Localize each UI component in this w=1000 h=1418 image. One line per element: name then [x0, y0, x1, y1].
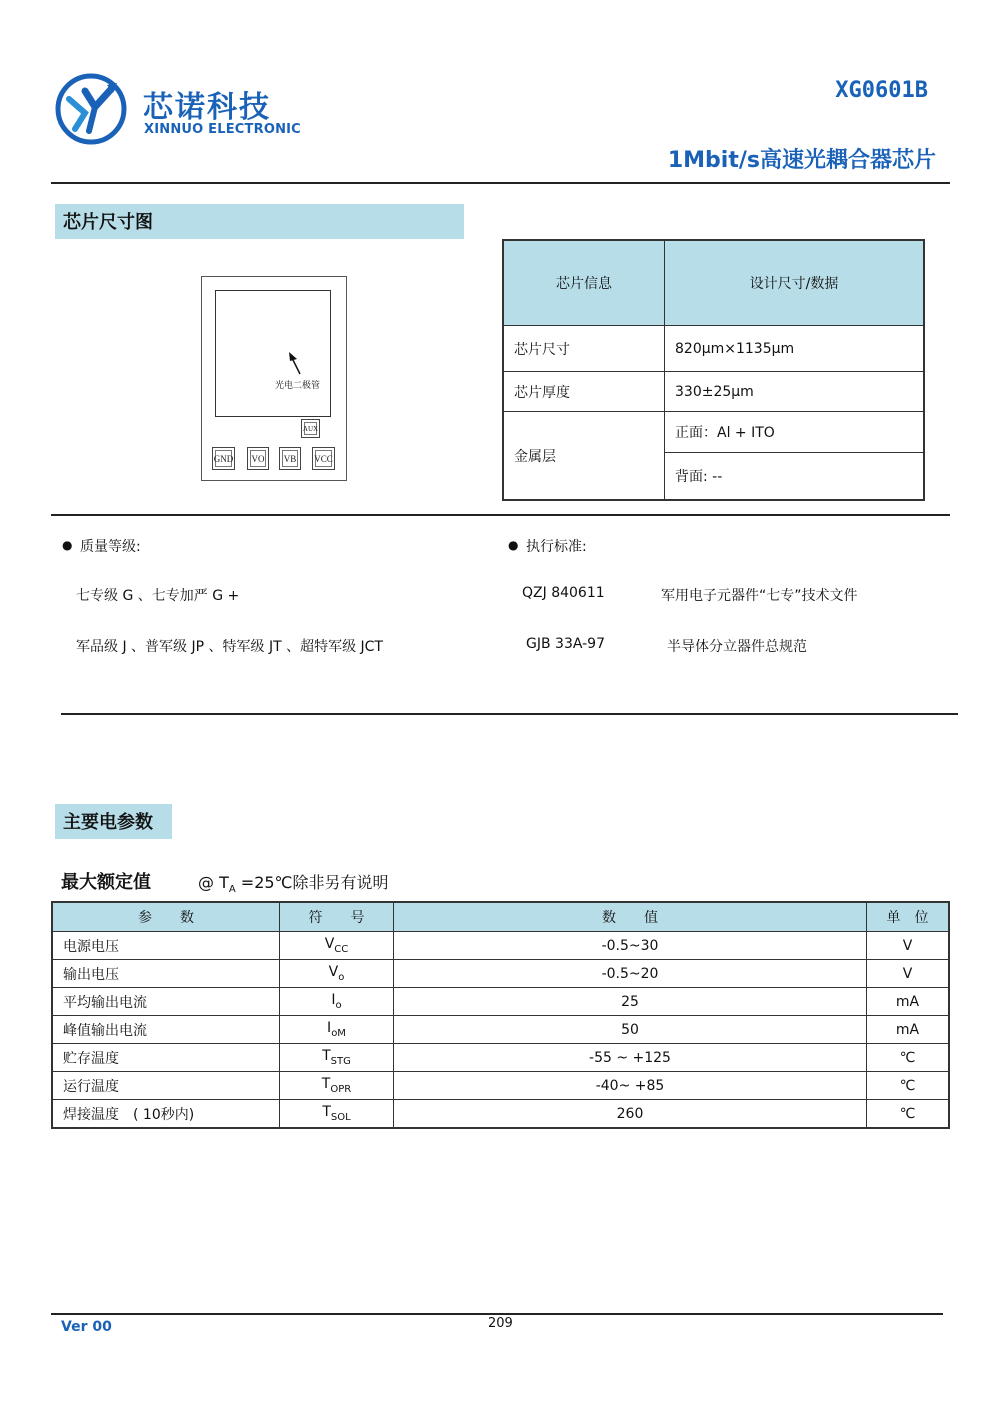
symbol-cell	[280, 932, 394, 960]
standard-code: GJB 33A-97	[526, 636, 605, 652]
table-row	[52, 932, 949, 960]
symbol-main: T	[322, 1048, 331, 1065]
table-header-cell: 参 数	[52, 902, 280, 932]
value-cell: -40~ +85	[394, 1072, 867, 1100]
table-cell: 芯片尺寸	[503, 326, 665, 372]
version-label: Ver 00	[61, 1319, 112, 1335]
table-row	[52, 1044, 949, 1072]
table-header-cell: 数 值	[394, 902, 867, 932]
param-cell: 贮存温度	[52, 1044, 280, 1072]
section-heading-params: 主要电参数	[55, 804, 172, 839]
symbol-main: T	[322, 1104, 331, 1121]
unit-cell: ℃	[867, 1044, 950, 1072]
section-divider	[51, 514, 950, 516]
param-cell: 焊接温度 ( 10秒内)	[52, 1100, 280, 1129]
table-row	[52, 1072, 949, 1100]
value-cell: -0.5~20	[394, 960, 867, 988]
symbol-sub: o	[338, 971, 345, 983]
table-header-row	[52, 902, 949, 932]
pad-aux	[301, 419, 320, 438]
condition-sub: A	[228, 884, 236, 896]
bullet-icon: ●	[508, 538, 519, 552]
symbol-cell	[280, 988, 394, 1016]
symbol-cell	[280, 1100, 394, 1129]
unit-cell: V	[867, 960, 950, 988]
table-row	[503, 372, 924, 412]
pad-vo	[247, 447, 269, 470]
table-cell: 背面: --	[665, 453, 925, 501]
symbol-sub: oM	[331, 1027, 346, 1039]
photodiode-label: 光电二极管	[275, 381, 321, 391]
symbol-main: T	[321, 1076, 331, 1093]
section-divider	[61, 713, 958, 715]
symbol-main: I	[331, 992, 336, 1009]
table-row	[52, 988, 949, 1016]
condition-prefix: @ T	[198, 873, 229, 892]
bullet-icon: ●	[62, 538, 73, 552]
table-header-row	[503, 240, 924, 326]
symbol-cell	[280, 1016, 394, 1044]
symbol-cell	[280, 960, 394, 988]
value-cell: -0.5~30	[394, 932, 867, 960]
document-subtitle: 1Mbit/s高速光耦合器芯片	[667, 148, 936, 173]
part-number: XG0601B	[835, 78, 928, 103]
pad-vb-label: VB	[282, 450, 298, 467]
arrow-icon	[286, 350, 306, 376]
table-row	[52, 1016, 949, 1044]
symbol-sub: o	[335, 999, 342, 1011]
photodiode-area	[215, 290, 331, 417]
standards-heading: 执行标准:	[526, 539, 587, 555]
symbol-sub: SOL	[330, 1111, 351, 1123]
value-cell: -55 ~ +125	[394, 1044, 867, 1072]
standard-desc: 半导体分立器件总规范	[667, 639, 807, 655]
max-ratings-heading: 最大额定值	[61, 872, 151, 893]
unit-cell: mA	[867, 988, 950, 1016]
symbol-cell	[280, 1044, 394, 1072]
symbol-main: I	[327, 1020, 332, 1037]
table-row	[52, 1100, 949, 1129]
pad-vb	[279, 447, 301, 470]
quality-line-1: 七专级 G 、七专加严 G +	[76, 588, 240, 604]
unit-cell: mA	[867, 1016, 950, 1044]
table-header-cell: 符 号	[280, 902, 394, 932]
table-header-cell: 芯片信息	[503, 240, 665, 326]
quality-line-2: 军品级 J 、普军级 JP 、特军级 JT 、超特军级 JCT	[76, 639, 383, 655]
table-row	[503, 326, 924, 372]
table-header-cell: 设计尺寸/数据	[665, 240, 925, 326]
param-cell: 运行温度	[52, 1072, 280, 1100]
condition-suffix: =25℃除非另有说明	[235, 873, 389, 892]
footer-divider	[51, 1313, 943, 1315]
symbol-sub: STG	[330, 1055, 351, 1067]
value-cell: 50	[394, 1016, 867, 1044]
quality-heading: 质量等级:	[80, 539, 141, 555]
unit-cell: V	[867, 932, 950, 960]
value-cell: 25	[394, 988, 867, 1016]
table-cell: 金属层	[503, 412, 665, 501]
pad-vcc-label: VCC	[315, 450, 332, 467]
table-cell: 330±25μm	[665, 372, 925, 412]
table-cell: 正面：Al + ITO	[665, 412, 925, 453]
page-number: 209	[488, 1316, 513, 1331]
pad-gnd	[212, 447, 235, 470]
unit-cell: ℃	[867, 1100, 950, 1129]
symbol-sub: OPR	[330, 1083, 352, 1095]
pad-gnd-label: GND	[215, 450, 232, 467]
table-header-cell: 单 位	[867, 902, 950, 932]
symbol-sub: CC	[334, 943, 349, 955]
symbol-main: V	[328, 964, 339, 981]
param-cell: 峰值输出电流	[52, 1016, 280, 1044]
symbol-main: V	[324, 936, 335, 953]
value-cell: 260	[394, 1100, 867, 1129]
company-name-cn: 芯诺科技	[143, 90, 271, 125]
unit-cell: ℃	[867, 1072, 950, 1100]
table-cell: 820μm×1135μm	[665, 326, 925, 372]
company-name-en: XINNUO ELECTRONIC	[144, 122, 301, 137]
test-condition	[198, 870, 389, 895]
standard-code: QZJ 840611	[522, 585, 605, 601]
standard-desc: 军用电子元器件“七专”技术文件	[661, 588, 858, 604]
company-logo-icon	[55, 73, 127, 145]
param-cell: 输出电压	[52, 960, 280, 988]
param-cell: 平均输出电流	[52, 988, 280, 1016]
table-cell: 芯片厚度	[503, 372, 665, 412]
table-row	[52, 960, 949, 988]
pad-vo-label: VO	[250, 450, 266, 467]
chip-info-table	[502, 239, 925, 501]
header-divider	[51, 182, 950, 184]
pad-vcc	[312, 447, 335, 470]
max-ratings-table	[51, 901, 950, 1129]
section-heading-chip: 芯片尺寸图	[55, 204, 464, 239]
pad-aux-label: AUX	[304, 422, 317, 435]
table-row	[503, 412, 924, 453]
param-cell: 电源电压	[52, 932, 280, 960]
symbol-cell	[280, 1072, 394, 1100]
